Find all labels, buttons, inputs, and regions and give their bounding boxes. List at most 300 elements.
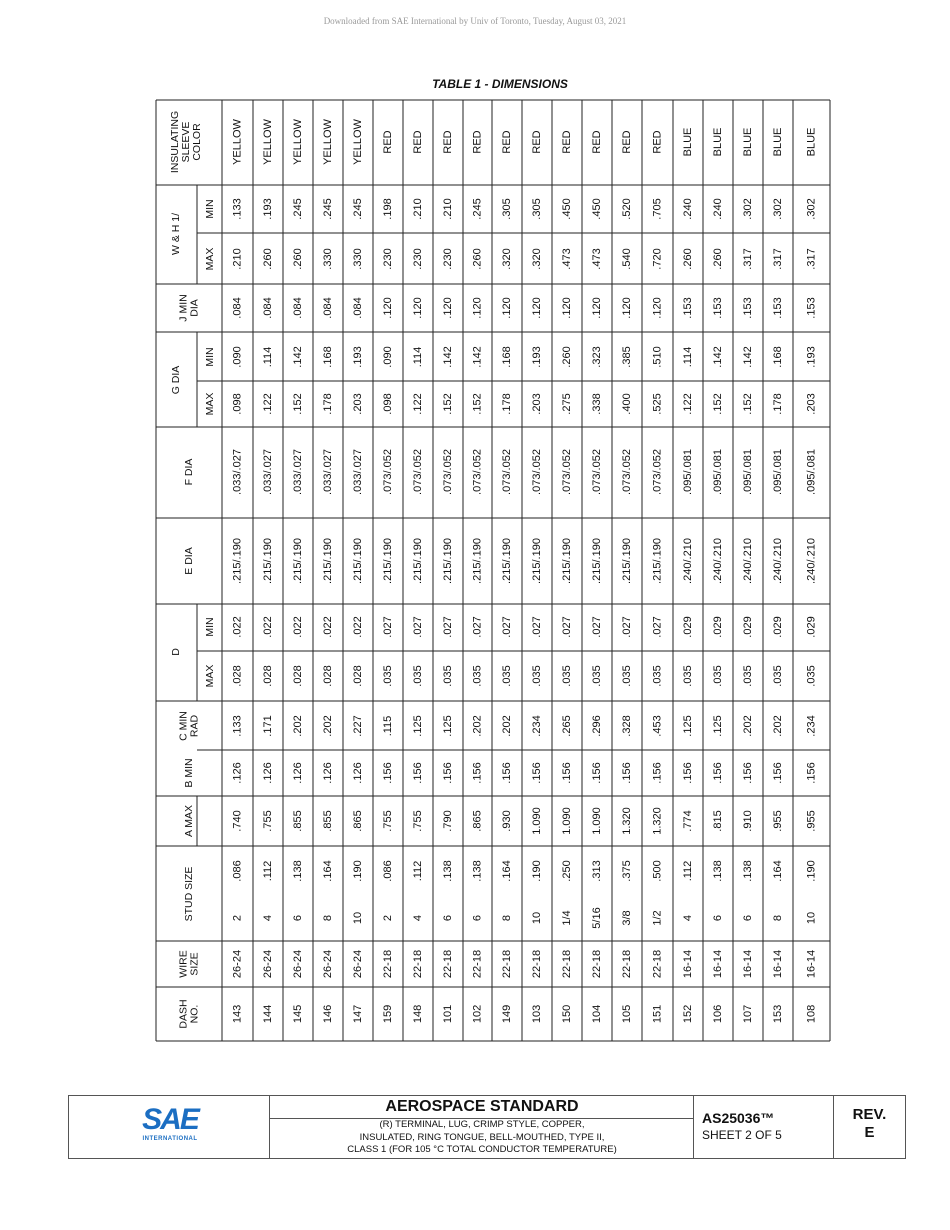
cell-c-min-rad: .125 (441, 715, 454, 737)
cell-sleeve-color: RED (411, 130, 424, 154)
cell-stud-size: 8 (500, 914, 513, 922)
cell-c-min-rad: .115 (381, 715, 394, 737)
cell-g-max: .152 (471, 393, 484, 415)
cell-stud-dia: .313 (590, 860, 603, 882)
cell-j-min-dia: .084 (291, 297, 304, 319)
cell-j-min-dia: .153 (711, 297, 724, 319)
cell-a-max: .855 (321, 810, 334, 832)
cell-wh-min: .198 (381, 198, 394, 220)
cell-stud-dia: .164 (771, 860, 784, 882)
cell-wh-min: .245 (351, 198, 364, 220)
cell-stud-size: 4 (261, 914, 274, 922)
description-line: CLASS 1 (FOR 105 °C TOTAL CONDUCTOR TEMPERATURE) (347, 1144, 617, 1155)
cell-dash-no: 143 (231, 1004, 244, 1024)
header-wh-min: MIN (203, 199, 216, 219)
cell-wh-min: .210 (411, 198, 424, 220)
cell-stud-dia: .138 (441, 860, 454, 882)
cell-b-min: .126 (321, 762, 334, 784)
cell-d-max: .035 (590, 665, 603, 687)
cell-g-min: .142 (711, 346, 724, 368)
cell-wh-max: .210 (231, 248, 244, 270)
cell-wire-size: 16-14 (681, 949, 694, 979)
cell-b-min: .156 (590, 762, 603, 784)
cell-sleeve-color: YELLOW (291, 119, 304, 165)
cell-b-min: .156 (411, 762, 424, 784)
cell-wh-max: .720 (651, 248, 664, 270)
cell-wh-max: .540 (620, 248, 633, 270)
cell-wh-min: .305 (500, 198, 513, 220)
standard-description (270, 1119, 694, 1157)
cell-j-min-dia: .084 (351, 297, 364, 319)
cell-j-min-dia: .153 (741, 297, 754, 319)
cell-j-min-dia: .084 (321, 297, 334, 319)
standard-title: AEROSPACE STANDARD (270, 1096, 694, 1119)
header-sleeve-color: COLOR (190, 123, 203, 161)
cell-wh-min: .193 (261, 198, 274, 220)
cell-f-dia: .095/.081 (805, 449, 818, 495)
cell-wire-size: 22-18 (471, 949, 484, 979)
cell-f-dia: .033/.027 (321, 449, 334, 495)
cell-wh-min: .240 (681, 198, 694, 220)
cell-d-min: .029 (805, 616, 818, 638)
cell-g-max: .525 (651, 393, 664, 415)
cell-wh-max: .260 (471, 248, 484, 270)
header-sleeve-color: SLEEVE (179, 121, 192, 163)
cell-stud-dia: .164 (500, 860, 513, 882)
description-line: INSULATED, RING TONGUE, BELL-MOUTHED, TYPE II, (359, 1131, 605, 1143)
cell-b-min: .156 (620, 762, 633, 784)
cell-wh-max: .230 (411, 248, 424, 270)
cell-g-min: .193 (805, 346, 818, 368)
cell-g-min: .385 (620, 346, 633, 368)
cell-d-min: .027 (530, 616, 543, 638)
cell-b-min: .126 (261, 762, 274, 784)
cell-a-max: .955 (805, 810, 818, 832)
cell-dash-no: 149 (500, 1004, 513, 1024)
cell-f-dia: .033/.027 (261, 449, 274, 495)
cell-dash-no: 144 (261, 1004, 274, 1024)
cell-g-min: .193 (351, 346, 364, 368)
cell-g-min: .142 (471, 346, 484, 368)
cell-wh-max: .260 (711, 248, 724, 270)
cell-wire-size: 26-24 (261, 949, 274, 979)
cell-j-min-dia: .120 (530, 297, 543, 319)
cell-g-max: .400 (620, 393, 633, 415)
cell-j-min-dia: .120 (590, 297, 603, 319)
cell-g-max: .203 (530, 393, 543, 415)
cell-wire-size: 26-24 (231, 949, 244, 979)
cell-wire-size: 16-14 (805, 949, 818, 979)
cell-b-min: .156 (711, 762, 724, 784)
cell-d-min: .027 (411, 616, 424, 638)
cell-sleeve-color: BLUE (711, 127, 724, 157)
cell-f-dia: .033/.027 (351, 449, 364, 495)
cell-j-min-dia: .120 (620, 297, 633, 319)
cell-f-dia: .073/.052 (381, 449, 394, 495)
cell-f-dia: .095/.081 (681, 449, 694, 495)
cell-g-min: .142 (291, 346, 304, 368)
revision-value: E (864, 1124, 875, 1141)
cell-g-min: .114 (411, 346, 424, 368)
cell-stud-size: 1/4 (560, 910, 573, 926)
cell-wire-size: 26-24 (351, 949, 364, 979)
cell-stud-size: 8 (771, 914, 784, 922)
cell-sleeve-color: RED (500, 130, 513, 154)
header-g-max: MAX (203, 392, 216, 416)
cell-f-dia: .073/.052 (530, 449, 543, 495)
cell-g-min: .168 (321, 346, 334, 368)
cell-c-min-rad: .125 (681, 715, 694, 737)
cell-f-dia: .073/.052 (500, 449, 513, 495)
title-block (68, 1095, 906, 1159)
cell-sleeve-color: RED (560, 130, 573, 154)
cell-c-min-rad: .265 (560, 715, 573, 737)
revision-label-text: REV. (852, 1106, 887, 1123)
cell-e-dia: .215/.190 (321, 538, 334, 584)
cell-wh-max: .473 (560, 248, 573, 270)
header-sleeve-color: INSULATING (168, 110, 181, 174)
cell-e-dia: .240/.210 (805, 538, 818, 584)
cell-b-min: .156 (651, 762, 664, 784)
cell-j-min-dia: .120 (560, 297, 573, 319)
cell-c-min-rad: .202 (500, 715, 513, 737)
cell-stud-size: 4 (411, 914, 424, 922)
cell-e-dia: .240/.210 (741, 538, 754, 584)
header-d-max: MAX (203, 664, 216, 688)
cell-j-min-dia: .153 (805, 297, 818, 319)
header-dash-no: NO. (188, 1004, 201, 1024)
cell-sleeve-color: BLUE (771, 127, 784, 157)
cell-c-min-rad: .296 (590, 715, 603, 737)
cell-wh-min: .302 (771, 198, 784, 220)
cell-stud-dia: .112 (681, 860, 694, 882)
cell-g-min: .142 (741, 346, 754, 368)
cell-d-max: .028 (351, 665, 364, 687)
cell-stud-dia: .086 (231, 860, 244, 882)
header-c-min-rad: RAD (188, 714, 201, 738)
revision-label (834, 1106, 905, 1142)
cell-wh-min: .520 (620, 198, 633, 220)
header-stud-size: STUD SIZE (182, 866, 195, 922)
cell-d-min: .029 (771, 616, 784, 638)
cell-c-min-rad: .202 (471, 715, 484, 737)
cell-j-min-dia: .084 (231, 297, 244, 319)
cell-d-max: .035 (500, 665, 513, 687)
cell-wh-max: .320 (500, 248, 513, 270)
cell-d-min: .029 (741, 616, 754, 638)
cell-b-min: .156 (681, 762, 694, 784)
cell-stud-size: 6 (471, 914, 484, 922)
cell-wire-size: 22-18 (441, 949, 454, 979)
cell-a-max: .855 (291, 810, 304, 832)
cell-d-min: .022 (291, 616, 304, 638)
cell-wh-min: .302 (805, 198, 818, 220)
cell-sleeve-color: RED (590, 130, 603, 154)
logo-cell (69, 1096, 270, 1158)
cell-d-min: .027 (620, 616, 633, 638)
sae-logo (135, 1105, 205, 1149)
cell-d-min: .027 (441, 616, 454, 638)
cell-wh-max: .230 (441, 248, 454, 270)
cell-e-dia: .215/.190 (291, 538, 304, 584)
cell-wire-size: 22-18 (590, 949, 603, 979)
cell-c-min-rad: .125 (411, 715, 424, 737)
cell-stud-size: 2 (381, 914, 394, 922)
cell-g-max: .152 (711, 393, 724, 415)
cell-dash-no: 104 (590, 1004, 603, 1024)
cell-wire-size: 22-18 (530, 949, 543, 979)
cell-d-min: .027 (590, 616, 603, 638)
cell-wire-size: 16-14 (741, 949, 754, 979)
cell-d-max: .035 (620, 665, 633, 687)
cell-d-min: .029 (681, 616, 694, 638)
cell-f-dia: .073/.052 (620, 449, 633, 495)
cell-d-min: .022 (231, 616, 244, 638)
cell-j-min-dia: .120 (381, 297, 394, 319)
cell-g-max: .178 (771, 393, 784, 415)
cell-g-max: .152 (441, 393, 454, 415)
cell-stud-dia: .250 (560, 860, 573, 882)
cell-f-dia: .033/.027 (291, 449, 304, 495)
dimensions-table (156, 100, 830, 1041)
header-wh-max: MAX (203, 247, 216, 271)
cell-d-max: .028 (321, 665, 334, 687)
cell-e-dia: .240/.210 (711, 538, 724, 584)
cell-d-max: .035 (530, 665, 543, 687)
cell-j-min-dia: .120 (651, 297, 664, 319)
cell-j-min-dia: .084 (261, 297, 274, 319)
cell-dash-no: 153 (771, 1004, 784, 1024)
description-line: (R) TERMINAL, LUG, CRIMP STYLE, COPPER, (379, 1119, 585, 1130)
cell-sleeve-color: BLUE (805, 127, 818, 157)
cell-j-min-dia: .120 (471, 297, 484, 319)
cell-a-max: .865 (351, 810, 364, 832)
cell-wh-min: .133 (231, 198, 244, 220)
cell-a-max: .865 (471, 810, 484, 832)
cell-g-min: .510 (651, 346, 664, 368)
cell-g-min: .114 (261, 346, 274, 368)
cell-sleeve-color: BLUE (741, 127, 754, 157)
cell-wh-max: .473 (590, 248, 603, 270)
cell-a-max: 1.090 (560, 807, 573, 835)
cell-stud-size: 6 (711, 914, 724, 922)
cell-e-dia: .215/.190 (620, 538, 633, 584)
cell-g-max: .122 (411, 393, 424, 415)
cell-d-max: .035 (771, 665, 784, 687)
cell-j-min-dia: .120 (500, 297, 513, 319)
cell-d-max: .035 (471, 665, 484, 687)
cell-c-min-rad: .234 (530, 715, 543, 737)
cell-stud-size: 6 (441, 914, 454, 922)
cell-f-dia: .095/.081 (741, 449, 754, 495)
cell-e-dia: .215/.190 (411, 538, 424, 584)
cell-dash-no: 145 (291, 1004, 304, 1024)
dimensions-table-grid (156, 100, 830, 1041)
cell-f-dia: .073/.052 (441, 449, 454, 495)
cell-f-dia: .073/.052 (651, 449, 664, 495)
cell-sleeve-color: RED (471, 130, 484, 154)
cell-wire-size: 22-18 (620, 949, 633, 979)
cell-wire-size: 22-18 (381, 949, 394, 979)
cell-dash-no: 146 (321, 1004, 334, 1024)
header-g-min: MIN (203, 347, 216, 367)
sae-logo-mark: SAE (142, 1103, 198, 1136)
cell-dash-no: 106 (711, 1004, 724, 1024)
header-e-dia: E DIA (182, 547, 195, 575)
cell-e-dia: .215/.190 (500, 538, 513, 584)
cell-g-max: .203 (351, 393, 364, 415)
cell-e-dia: .215/.190 (560, 538, 573, 584)
header-f-dia: F DIA (182, 458, 195, 486)
cell-g-max: .098 (231, 393, 244, 415)
cell-b-min: .156 (530, 762, 543, 784)
cell-wh-min: .245 (321, 198, 334, 220)
cell-b-min: .156 (771, 762, 784, 784)
cell-b-min: .156 (560, 762, 573, 784)
cell-f-dia: .073/.052 (590, 449, 603, 495)
cell-d-max: .035 (411, 665, 424, 687)
cell-c-min-rad: .202 (291, 715, 304, 737)
header-j-min-dia: DIA (188, 299, 201, 317)
cell-b-min: .156 (381, 762, 394, 784)
cell-g-min: .168 (500, 346, 513, 368)
cell-f-dia: .033/.027 (231, 449, 244, 495)
cell-d-min: .027 (381, 616, 394, 638)
cell-b-min: .126 (291, 762, 304, 784)
cell-sleeve-color: BLUE (681, 127, 694, 157)
cell-c-min-rad: .234 (805, 715, 818, 737)
cell-stud-size: 4 (681, 914, 694, 922)
cell-stud-dia: .138 (711, 860, 724, 882)
cell-wire-size: 22-18 (560, 949, 573, 979)
cell-g-min: .193 (530, 346, 543, 368)
cell-wh-min: .450 (590, 198, 603, 220)
cell-stud-size: 10 (351, 911, 364, 925)
cell-a-max: 1.320 (651, 807, 664, 835)
cell-g-max: .338 (590, 393, 603, 415)
cell-stud-size: 1/2 (651, 910, 664, 926)
header-wire-size: WIRE (177, 950, 190, 978)
document-cell (694, 1096, 834, 1158)
cell-e-dia: .215/.190 (381, 538, 394, 584)
cell-f-dia: .095/.081 (711, 449, 724, 495)
cell-e-dia: .215/.190 (261, 538, 274, 584)
cell-c-min-rad: .453 (651, 715, 664, 737)
cell-g-max: .275 (560, 393, 573, 415)
header-w-h: W & H 1/ (169, 212, 182, 256)
cell-g-min: .090 (381, 346, 394, 368)
cell-a-max: .740 (231, 810, 244, 832)
cell-g-max: .122 (681, 393, 694, 415)
cell-wire-size: 16-14 (771, 949, 784, 979)
cell-stud-dia: .190 (805, 860, 818, 882)
cell-stud-dia: .190 (530, 860, 543, 882)
cell-g-max: .152 (291, 393, 304, 415)
cell-wh-max: .317 (771, 248, 784, 270)
cell-wh-max: .320 (530, 248, 543, 270)
cell-wh-max: .317 (805, 248, 818, 270)
cell-wh-min: .245 (291, 198, 304, 220)
cell-dash-no: 159 (381, 1004, 394, 1024)
download-note: Downloaded from SAE International by Univ of Toronto, Tuesday, August 03, 2021 (323, 16, 627, 26)
cell-wh-min: .210 (441, 198, 454, 220)
cell-d-min: .022 (321, 616, 334, 638)
cell-dash-no: 103 (530, 1004, 543, 1024)
cell-g-min: .090 (231, 346, 244, 368)
cell-e-dia: .215/.190 (651, 538, 664, 584)
cell-sleeve-color: YELLOW (261, 119, 274, 165)
cell-wh-min: .705 (651, 198, 664, 220)
cell-a-max: .955 (771, 810, 784, 832)
cell-sleeve-color: RED (651, 130, 664, 154)
cell-dash-no: 101 (441, 1004, 454, 1024)
cell-d-min: .022 (351, 616, 364, 638)
cell-wh-max: .330 (351, 248, 364, 270)
cell-wire-size: 22-18 (651, 949, 664, 979)
cell-d-min: .027 (500, 616, 513, 638)
cell-f-dia: .073/.052 (560, 449, 573, 495)
cell-d-min: .027 (560, 616, 573, 638)
cell-e-dia: .215/.190 (590, 538, 603, 584)
header-a-max: A MAX (182, 804, 195, 838)
cell-sleeve-color: RED (530, 130, 543, 154)
cell-stud-size: 8 (321, 914, 334, 922)
cell-sleeve-color: RED (620, 130, 633, 154)
cell-e-dia: .215/.190 (441, 538, 454, 584)
cell-d-min: .029 (711, 616, 724, 638)
cell-stud-dia: .086 (381, 860, 394, 882)
cell-wh-max: .260 (291, 248, 304, 270)
cell-wire-size: 26-24 (321, 949, 334, 979)
cell-stud-dia: .112 (261, 860, 274, 882)
cell-stud-size: 10 (530, 911, 543, 925)
cell-wh-max: .330 (321, 248, 334, 270)
cell-g-min: .142 (441, 346, 454, 368)
header-d: D (169, 648, 182, 656)
cell-sleeve-color: YELLOW (231, 119, 244, 165)
cell-g-max: .178 (321, 393, 334, 415)
cell-wire-size: 26-24 (291, 949, 304, 979)
cell-b-min: .156 (441, 762, 454, 784)
cell-c-min-rad: .202 (741, 715, 754, 737)
cell-e-dia: .215/.190 (530, 538, 543, 584)
cell-c-min-rad: .202 (771, 715, 784, 737)
cell-stud-dia: .138 (471, 860, 484, 882)
cell-wire-size: 22-18 (411, 949, 424, 979)
cell-dash-no: 107 (741, 1004, 754, 1024)
cell-e-dia: .240/.210 (681, 538, 694, 584)
sae-logo-subtext: INTERNATIONAL (142, 1136, 198, 1142)
cell-f-dia: .073/.052 (411, 449, 424, 495)
cell-g-min: .323 (590, 346, 603, 368)
cell-wire-size: 22-18 (500, 949, 513, 979)
document-number: AS25036™ (702, 1110, 775, 1126)
header-dash-no: DASH (177, 999, 190, 1029)
cell-c-min-rad: .171 (261, 715, 274, 737)
cell-a-max: .815 (711, 810, 724, 832)
cell-c-min-rad: .125 (711, 715, 724, 737)
cell-j-min-dia: .120 (411, 297, 424, 319)
cell-a-max: .774 (681, 810, 694, 832)
cell-b-min: .156 (500, 762, 513, 784)
cell-dash-no: 147 (351, 1004, 364, 1024)
cell-c-min-rad: .202 (321, 715, 334, 737)
cell-wh-min: .245 (471, 198, 484, 220)
header-j-min-dia: J MIN (177, 294, 190, 322)
cell-g-max: .098 (381, 393, 394, 415)
cell-sleeve-color: RED (381, 130, 394, 154)
cell-g-max: .178 (500, 393, 513, 415)
